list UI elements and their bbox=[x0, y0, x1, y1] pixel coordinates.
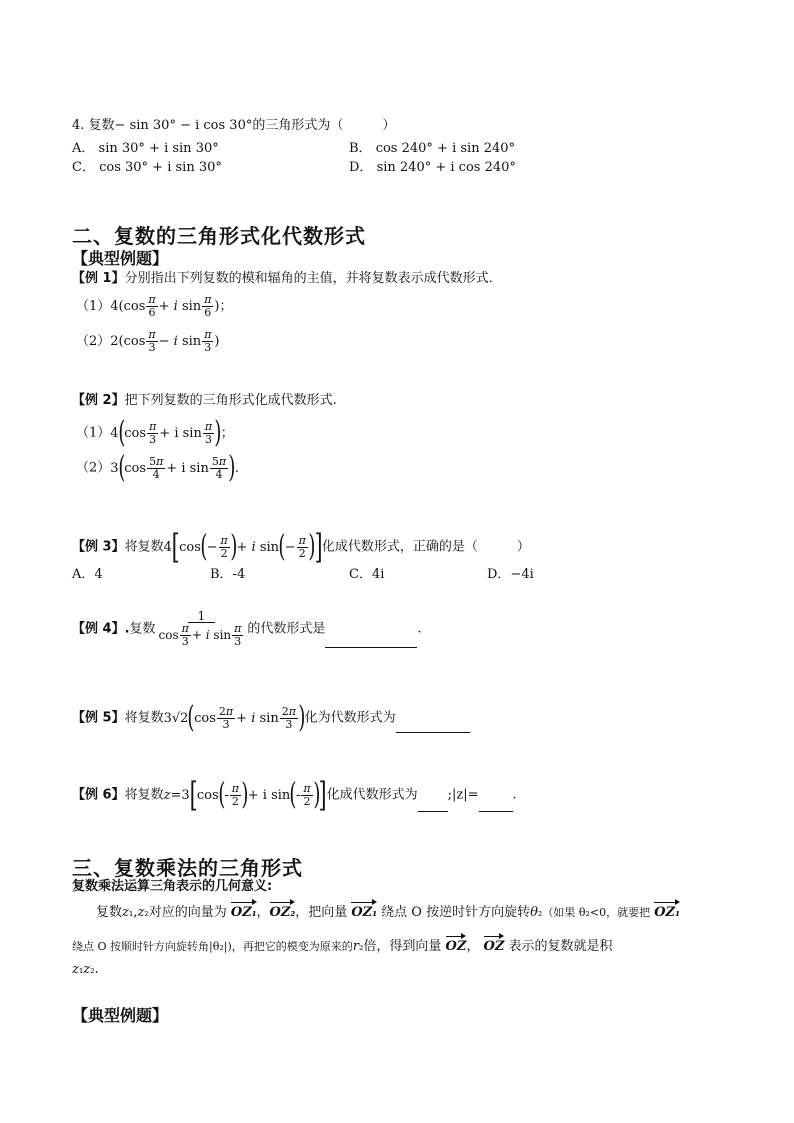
section-2-title: 二、复数的三角形式化代数形式 bbox=[72, 224, 366, 248]
example-3-option-a: A．4 bbox=[72, 567, 103, 582]
section-3-title: 三、复数乘法的三角形式 bbox=[72, 856, 303, 880]
section-3-subtitle: 复数乘法运算三角表示的几何意义: bbox=[72, 879, 273, 894]
vector-oz-label: OZ bbox=[445, 939, 467, 954]
q4-option-a: A． sin 30° + i sin 30° bbox=[72, 141, 219, 156]
q4-option-b: B． cos 240° + i sin 240° bbox=[349, 141, 516, 156]
example-2-item-1: （1）4(cos $\frac{\pi}{3}$ + i sin $\frac{\pi}{3}$ )； bbox=[76, 415, 234, 450]
example-4: 【例 4】.复数 1 cos $\frac{\pi}{3}$ + i sin $\frac{\pi}{3}$ 的代数形式是 . bbox=[72, 609, 422, 648]
example-2-label: 【例 2】 bbox=[72, 393, 125, 408]
question-4 bbox=[72, 118, 395, 134]
example-5-answer-blank[interactable] bbox=[396, 718, 470, 733]
section-3-typical-examples: 【典型例题】 bbox=[72, 1006, 169, 1025]
example-3-option-d: D．−4i bbox=[487, 567, 534, 582]
example-2 bbox=[72, 393, 337, 409]
example-1-item-1: （1）4(cos $\frac{\pi}{6}$ + i sin $\frac{\pi}{6}$ )； bbox=[76, 293, 233, 319]
example-2-text: 把下列复数的三角形式化成代数形式. bbox=[124, 393, 337, 408]
example-3-option-b: B．-4 bbox=[210, 567, 246, 582]
example-3: 【例 3】将复数4[cos(− $\frac{\pi}{2}$ )+ i sin(− $\frac{\pi}{2}$ )]化成代数形式，正确的是（ ） bbox=[72, 527, 530, 567]
example-1-label: 【例 1】 bbox=[72, 271, 125, 286]
section-3-paragraph-line-3: z₁z₂. bbox=[72, 962, 99, 977]
q4-option-c: C． cos 30° + i sin 30° bbox=[72, 160, 222, 175]
example-6-answer-blank-1[interactable] bbox=[418, 797, 448, 812]
example-2-item-2: （2）3(cos $\frac{5\pi}{4}$ + i sin $\frac{5\pi}{4}$ ). bbox=[76, 450, 239, 485]
example-1-item-2: （2）2(cos $\frac{\pi}{3}$ − i sin $\frac{\pi}{3}$ ) bbox=[76, 328, 220, 354]
section-2-typical-examples: 【典型例题】 bbox=[72, 249, 169, 268]
vector-oz1-label: OZ₁ bbox=[230, 905, 257, 920]
example-6-label: 【例 6】 bbox=[72, 787, 125, 803]
example-6-answer-blank-2[interactable] bbox=[479, 797, 513, 812]
example-3-option-c: C．4i bbox=[349, 567, 385, 582]
q4-option-d: D． sin 240° + i cos 240° bbox=[349, 160, 516, 175]
example-4-answer-blank[interactable] bbox=[325, 633, 417, 648]
vector-oz2-label: OZ₂ bbox=[269, 905, 296, 920]
example-6: 【例 6】将复数z=3[cos(- $\frac{\pi}{2}$ )+ i sin(- $\frac{\pi}{2}$ )]化成代数形式为 ;|z|= . bbox=[72, 775, 517, 815]
example-4-label: 【例 4】. bbox=[72, 621, 130, 637]
q4-suffix: 的三角形式为（ ） bbox=[252, 118, 396, 133]
example-1 bbox=[72, 271, 502, 287]
example-5-label: 【例 5】 bbox=[72, 710, 125, 726]
example-1-text: 分别指出下列复数的模和辐角的主值，并将复数表示成代数形式． bbox=[124, 271, 502, 286]
example-3-label: 【例 3】 bbox=[72, 539, 125, 555]
section-3-paragraph-line-1: 复数z₁,z₂对应的向量为 OZ₁，OZ₂，把向量 OZ₁ 绕点 O 按逆时针方向旋转θ₂（如果 θ₂<0，就要把 OZ₁ bbox=[96, 905, 680, 920]
example-5: 【例 5】将复数3√2(cos $\frac{2\pi}{3}$ + i sin $\frac{2\pi}{3}$ )化为代数形式为 bbox=[72, 703, 470, 733]
q4-expression: − sin 30° − i cos 30° bbox=[114, 118, 253, 133]
section-3-paragraph-line-2: 绕点 O 按顺时针方向旋转角|θ₂|)，再把它的模变为原来的r₂倍，得到向量 OZ， OZ 表示的复数就是积 bbox=[72, 939, 613, 954]
q4-stem: 4. 复数 bbox=[72, 118, 115, 133]
